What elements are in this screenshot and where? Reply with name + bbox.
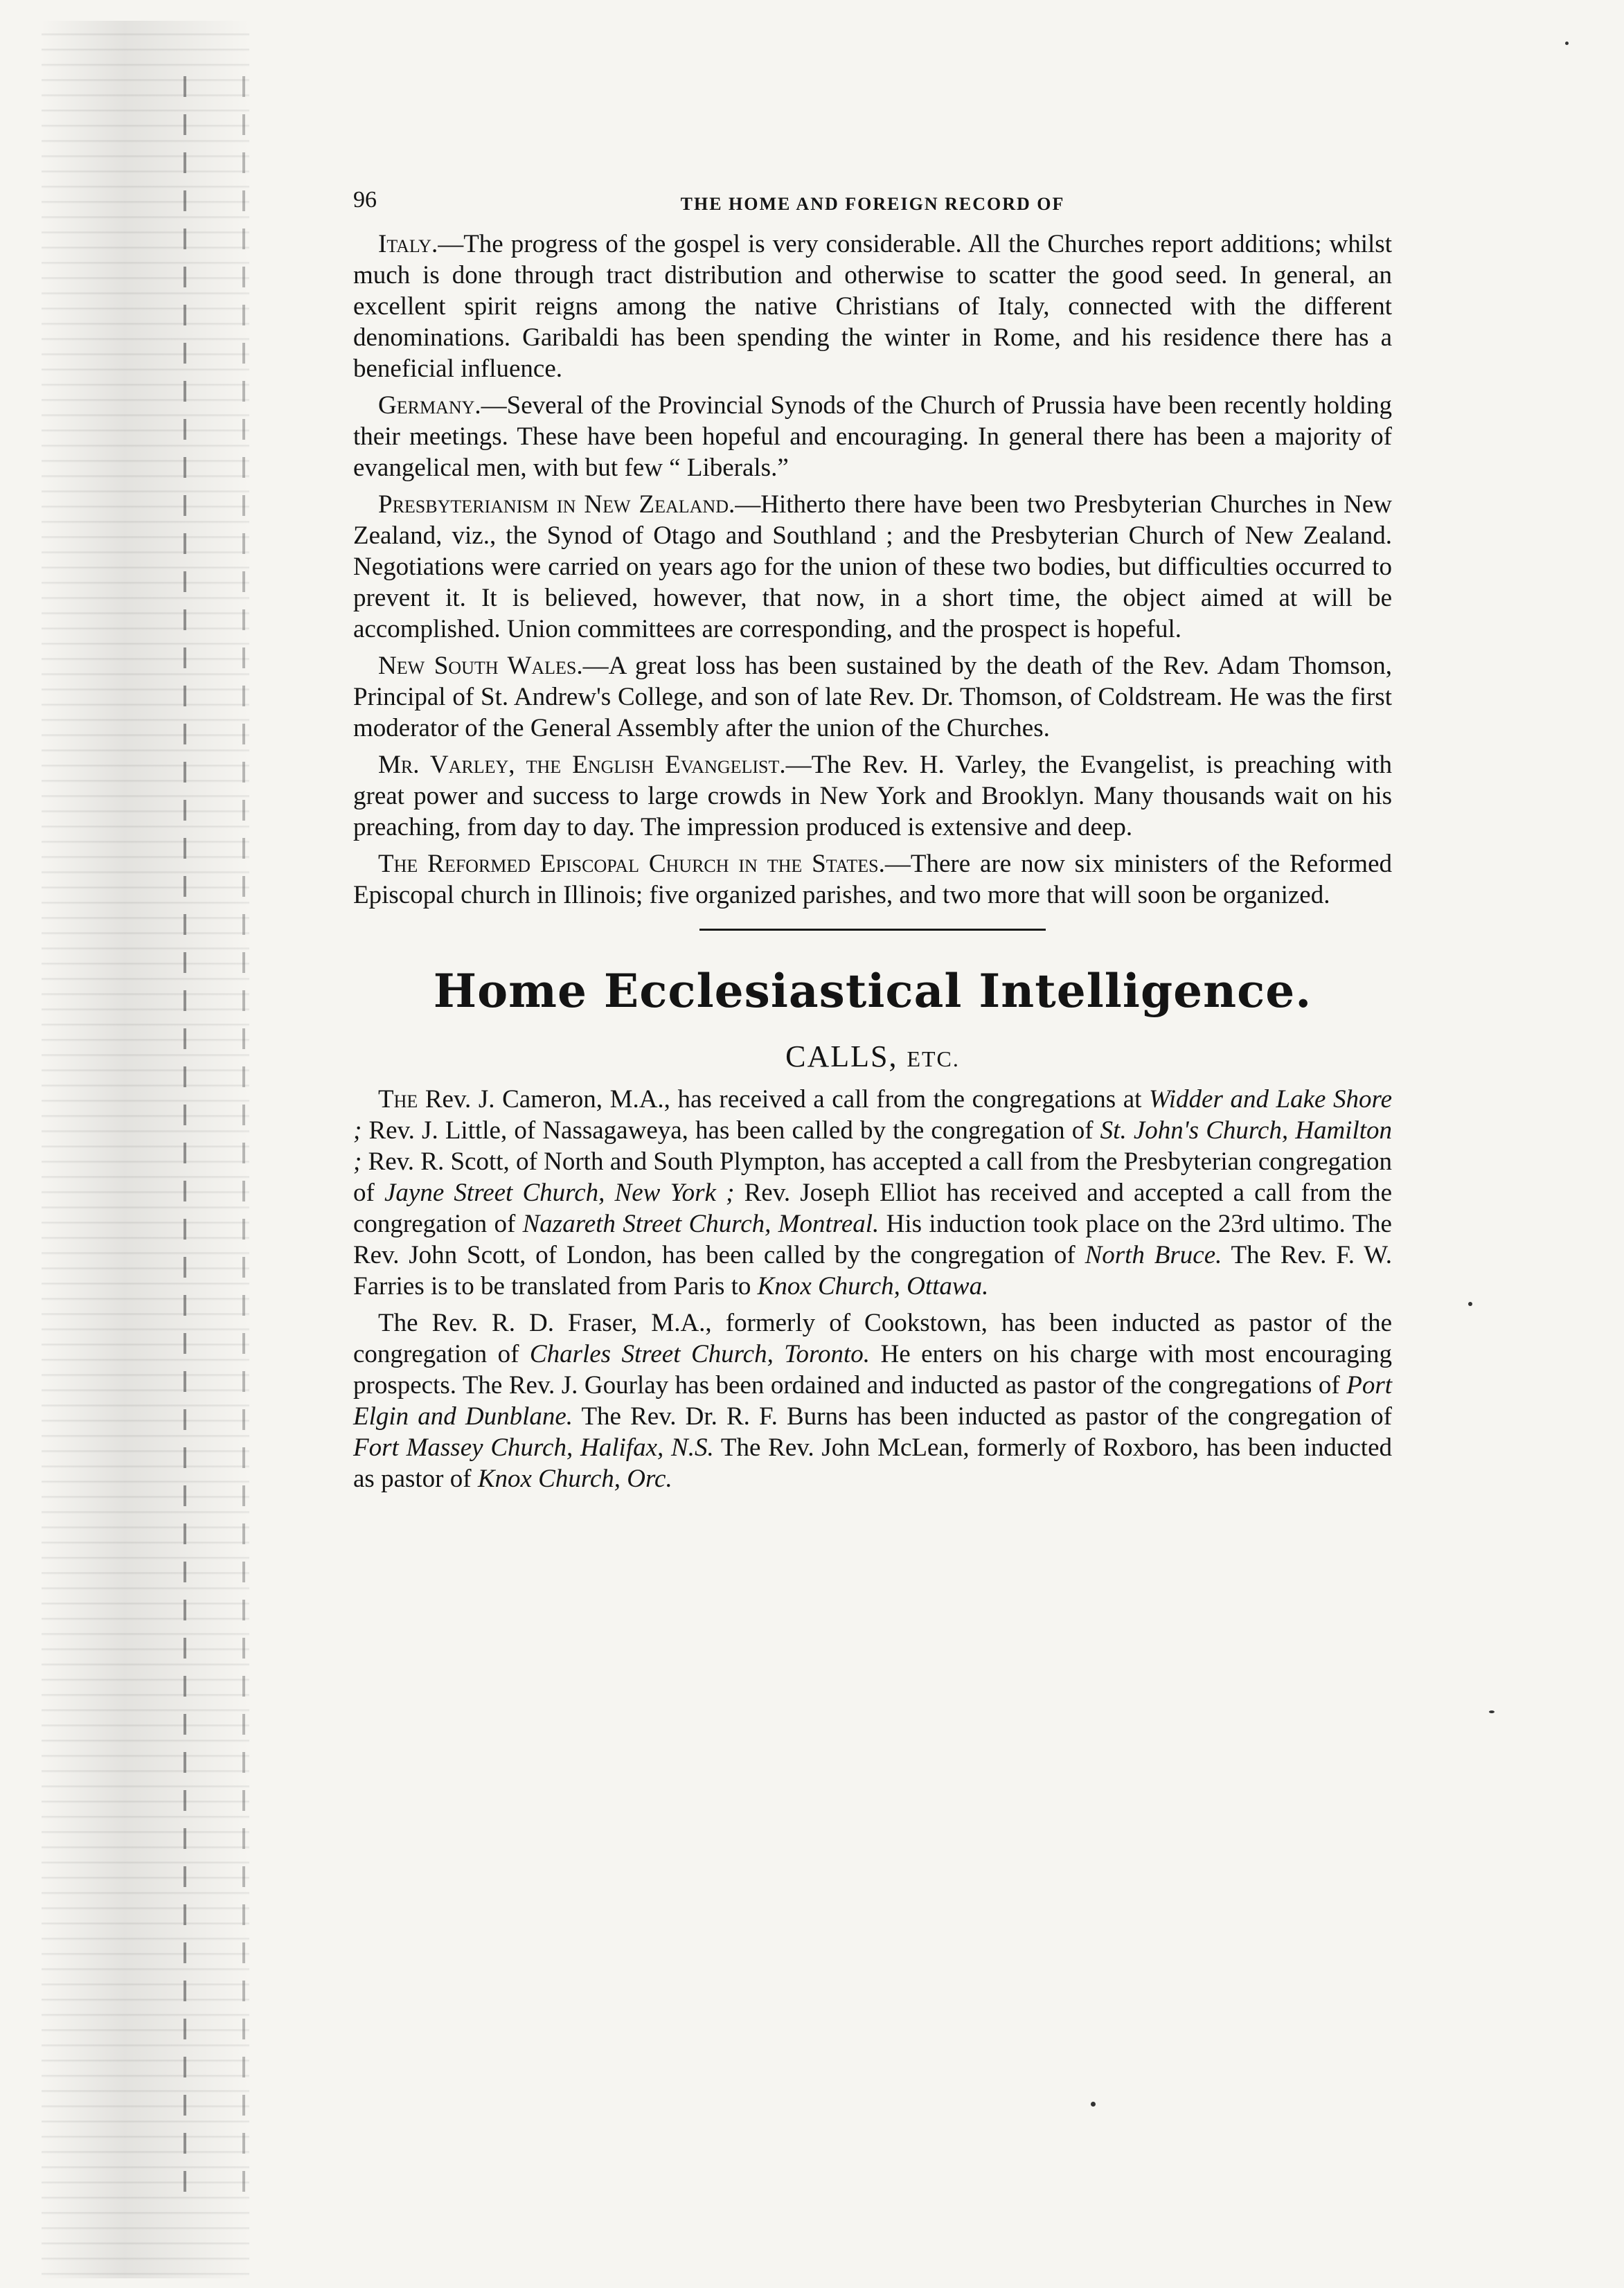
- calls-place-name: St. John's Church, Hamilton ;: [353, 1116, 1392, 1176]
- news-item-italy: [353, 229, 1392, 384]
- news-item-germany: [353, 390, 1392, 483]
- calls-place-name: Port Elgin and Dunblane.: [353, 1371, 1392, 1431]
- page-number: 96: [353, 187, 377, 213]
- calls-place-name: North Bruce.: [1085, 1241, 1222, 1269]
- news-item-text: —There are now six ministers of the Reformed Episcopal church in Illinois; five organized parishes, and two more that will soon be organized.: [353, 850, 1392, 909]
- calls-paragraph: [353, 1084, 1392, 1302]
- news-item-text: —The Rev. H. Varley, the Evangelist, is preaching with great power and success to large crowds in New York and Brooklyn. Many thousands wait on his preaching, from day to day. The impression produced is extensive and deep.: [353, 751, 1392, 841]
- news-item-text: —Several of the Provincial Synods of the Church of Prussia have been recently holding their meetings. These have been hopeful and encouraging. In general there has been a majority of evangelical men, with but few “ Liberals.”: [353, 391, 1392, 482]
- binding-shadow-line: [242, 76, 245, 2209]
- calls-text-run: He enters on his charge with most encouraging prospects. The Rev. J. Gourlay has been ordained and inducted as pastor of the congregations of: [353, 1340, 1392, 1400]
- page-content: [353, 187, 1392, 1500]
- calls-text-run: His induction took place on the 23rd ultimo. The Rev. John Scott, of London, has been called by the congregation of: [353, 1210, 1392, 1269]
- news-item-head: Germany.: [378, 391, 481, 420]
- ink-speck: [1565, 42, 1569, 45]
- calls-text-run: Rev. J. Cameron, M.A., has received a call from the congregations at: [418, 1085, 1149, 1114]
- calls-place-name: Knox Church, Ottawa.: [757, 1272, 989, 1301]
- news-item-head: Presbyterianism in New Zealand.: [378, 490, 735, 519]
- news-item-varley: [353, 749, 1392, 843]
- calls-place-name: Jayne Street Church, New York ;: [384, 1179, 735, 1207]
- calls-text-run: The Rev. Dr. R. F. Burns has been inducted as pastor of the congregation of: [573, 1402, 1392, 1431]
- news-item-head: Italy.: [378, 230, 438, 258]
- news-items: [353, 229, 1392, 911]
- calls-subheading-main: CALLS,: [785, 1039, 898, 1073]
- news-item-head: Mr. Varley, the English Evangelist.: [378, 751, 786, 779]
- ink-speck: [1468, 1302, 1472, 1306]
- section-divider: [699, 929, 1046, 931]
- calls-place-name: Nazareth Street Church, Montreal.: [522, 1210, 880, 1238]
- calls-paragraph: [353, 1307, 1392, 1494]
- calls-place-name: Fort Massey Church, Halifax, N.S.: [353, 1433, 714, 1462]
- calls-place-name: Charles Street Church, Toronto.: [529, 1340, 871, 1368]
- binding-shadow-line: [184, 76, 186, 2209]
- ink-speck: [1091, 2102, 1096, 2107]
- calls-text-run: The Rev. R. D. Fraser, M.A., formerly of Cookstown, has been inducted as pastor of the congregation of: [353, 1309, 1392, 1368]
- binding-edge: [42, 21, 249, 2278]
- calls-text-run: The Rev. F. W. Farries is to be translated from Paris to: [353, 1241, 1393, 1301]
- ink-speck: [1489, 1710, 1494, 1713]
- running-head: [353, 187, 1392, 229]
- calls-text-run: The Rev. John McLean, formerly of Roxboro, has been inducted as pastor of: [353, 1433, 1392, 1493]
- news-item-head: The Reformed Episcopal Church in the States.: [378, 850, 885, 878]
- calls-text-run: Rev. J. Little, of Nassagaweya, has been called by the congregation of: [362, 1116, 1100, 1145]
- calls-place-name: Widder and Lake Shore ;: [353, 1085, 1392, 1145]
- running-title: THE HOME AND FOREIGN RECORD OF: [680, 194, 1065, 214]
- news-item-text: —A great loss has been sustained by the death of the Rev. Adam Thomson, Principal of St. Andrew's College, and son of late Rev. Dr. Thomson, of Coldstream. He was the first moderator of the General Assembly after the union of the Churches.: [353, 652, 1392, 742]
- news-item-head: New South Wales.: [378, 652, 583, 680]
- calls-subheading: [353, 1039, 1392, 1074]
- news-item-text: —The progress of the gospel is very considerable. All the Churches report additions; whilst much is done through tract distribution and otherwise to scatter the good seed. In general, an excellent spirit reigns among the native Christians of Italy, connected with the different denominations. Garibaldi has been spending the winter in Rome, and his residence there has a beneficial influence.: [353, 230, 1392, 383]
- news-item-text: —Hitherto there have been two Presbyterian Churches in New Zealand, viz., the Synod of Otago and Southland ; and the Presbyterian Church of New Zealand. Negotiations were carried on years ago for the union of these two bodies, but difficulties occurred to prevent it. It is believed, however, that now, in a short time, the object aimed at will be accomplished. Union committees are corresponding, and the prospect is hopeful.: [353, 490, 1392, 643]
- calls-body: [353, 1084, 1392, 1494]
- calls-place-name: Knox Church, Orc.: [477, 1465, 672, 1493]
- calls-text-run: Rev. Joseph Elliot has received and accepted a call from the congregation of: [353, 1179, 1392, 1238]
- section-heading: Home Ecclesiastical Intelligence.: [433, 964, 1312, 1018]
- news-item-new-south-wales: [353, 650, 1392, 744]
- news-item-reformed-episcopal: [353, 848, 1392, 911]
- calls-text-run: Rev. R. Scott, of North and South Plympton, has accepted a call from the Presbyterian congregation of: [353, 1147, 1392, 1207]
- news-item-new-zealand: [353, 489, 1392, 645]
- calls-subheading-small: ETC.: [907, 1046, 960, 1071]
- calls-text-run: The: [378, 1085, 418, 1114]
